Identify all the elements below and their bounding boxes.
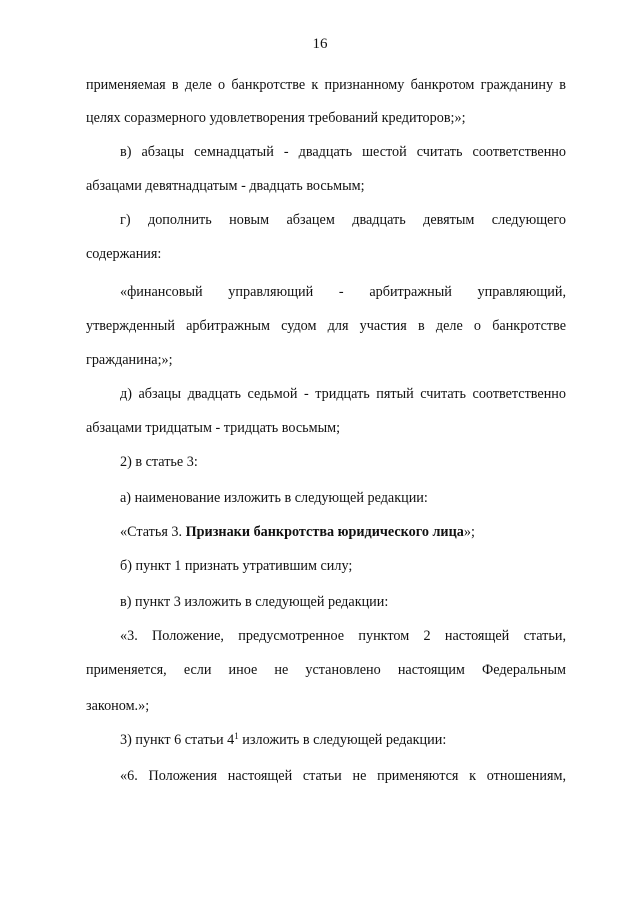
paragraph-line: 2) в статье 3: xyxy=(120,454,198,470)
article-suffix: »; xyxy=(463,524,475,540)
paragraph-line: абзацами девятнадцатым - двадцать восьмым; xyxy=(86,178,365,194)
paragraph-line: утвержденный арбитражным судом для участия в деле о банкротстве xyxy=(86,318,566,334)
paragraph-line: абзацами тридцатым - тридцать восьмым; xyxy=(86,420,341,436)
paragraph-line: б) пункт 1 признать утратившим силу; xyxy=(120,558,353,574)
paragraph-line: д) абзацы двадцать седьмой - тридцать пятый считать соответственно xyxy=(120,386,566,402)
article-prefix: «Статья 3. xyxy=(120,524,186,540)
paragraph-line: законом.»; xyxy=(86,698,150,714)
paragraph-line: применяемая в деле о банкротстве к признанному банкротом гражданину в xyxy=(86,77,566,93)
paragraph-line: гражданина;»; xyxy=(86,352,173,368)
paragraph-line xyxy=(120,731,566,749)
paragraph-line: «3. Положение, предусмотренное пунктом 2 настоящей статьи, xyxy=(120,628,566,644)
paragraph-line: а) наименование изложить в следующей редакции: xyxy=(120,490,428,506)
paragraph-line: в) абзацы семнадцатый - двадцать шестой считать соответственно xyxy=(120,144,566,160)
paragraph-line: содержания: xyxy=(86,246,162,262)
article-title: Признаки банкротства юридического лица xyxy=(185,524,464,540)
paragraph-line: г) дополнить новым абзацем двадцать девятым следующего xyxy=(120,212,566,228)
paragraph-line xyxy=(120,523,566,541)
paragraph-line: целях соразмерного удовлетворения требований кредиторов;»; xyxy=(86,110,466,126)
superscript: 1 xyxy=(234,731,239,741)
line-suffix: изложить в следующей редакции: xyxy=(238,732,447,748)
paragraph-line: применяется, если иное не установлено настоящим Федеральным xyxy=(86,662,566,678)
paragraph-line: «6. Положения настоящей статьи не применяются к отношениям, xyxy=(120,768,566,784)
paragraph-line: «финансовый управляющий - арбитражный управляющий, xyxy=(120,284,566,300)
line-prefix: 3) пункт 6 статьи 4 xyxy=(120,732,235,748)
page-number: 16 xyxy=(312,36,328,52)
paragraph-line: в) пункт 3 изложить в следующей редакции: xyxy=(120,594,389,610)
